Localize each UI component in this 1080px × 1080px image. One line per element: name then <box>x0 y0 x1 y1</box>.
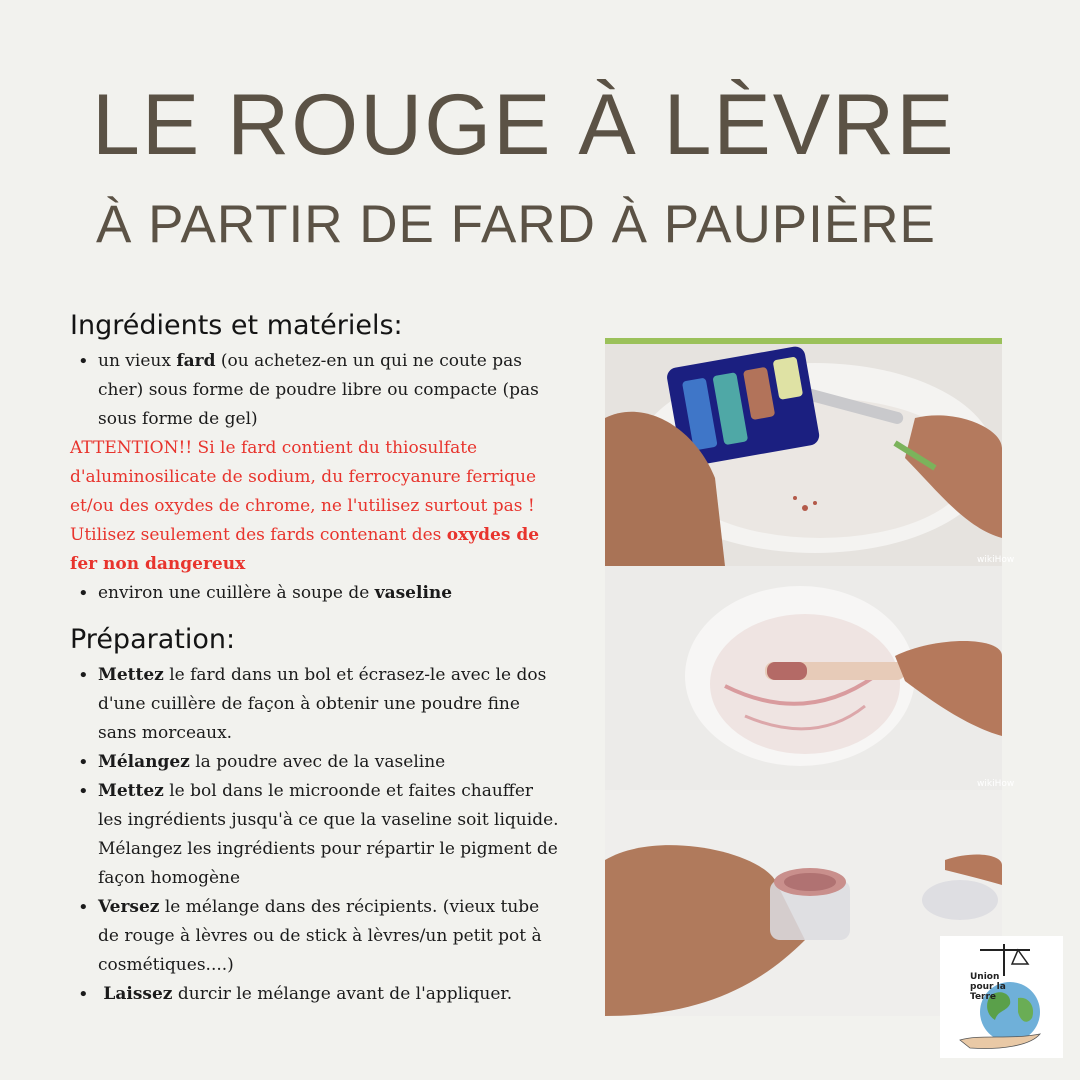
ingredients-list <box>70 347 560 434</box>
ingredient-item: • environ une cuillère à soupe de vaseline <box>98 579 560 608</box>
page-title: LE ROUGE À LÈVRE <box>92 77 956 173</box>
ingredient-item: • un vieux fard (ou achetez-en un qui ne coute pas cher) sous forme de poudre libre ou compacte (pas sous forme de gel) <box>98 347 560 434</box>
step-item: • Mélangez la poudre avec de la vaseline <box>98 748 560 777</box>
preparation-list <box>70 661 560 1009</box>
ingredients-heading: Ingrédients et matériels: <box>70 310 403 341</box>
logo-text: Union pour la Terre <box>970 972 1006 1002</box>
step-item: • Laissez durcir le mélange avant de l'appliquer. <box>98 980 560 1009</box>
photo-crushing-eyeshadow <box>605 338 1015 566</box>
step-item: • Mettez le bol dans le microonde et faites chauffer les ingrédients jusqu'à ce que la vaseline soit liquide. Mélangez les ingrédients pour répartir le pigment de façon homogène <box>98 777 560 893</box>
page-subtitle: À PARTIR DE FARD À PAUPIÈRE <box>96 195 936 254</box>
instructions <box>70 310 560 1009</box>
union-pour-la-terre-logo <box>940 936 1063 1058</box>
photo-mixing-vaseline <box>605 566 1015 790</box>
step-item: • Mettez le fard dans un bol et écrasez-le avec le dos d'une cuillère de façon à obtenir une poudre fine sans morceaux. <box>98 661 560 748</box>
wikihow-watermark: wikiHow <box>977 555 1015 565</box>
ingredients-list-2 <box>70 579 560 608</box>
photo-strip <box>605 338 1015 1016</box>
warning-text: ATTENTION!! Si le fard contient du thiosulfate d'aluminosilicate de sodium, du ferrocyanure ferrique et/ou des oxydes de chrome, ne l'utilisez surtout pas ! Utilisez seulement des fards contenant des oxydes de fer non dangereux <box>70 438 540 574</box>
preparation-heading: Préparation: <box>70 624 236 655</box>
wikihow-watermark: wikiHow <box>977 779 1015 789</box>
step-item: • Versez le mélange dans des récipients. (vieux tube de rouge à lèvres ou de stick à lèvres/un petit pot à cosmétiques....) <box>98 893 560 980</box>
